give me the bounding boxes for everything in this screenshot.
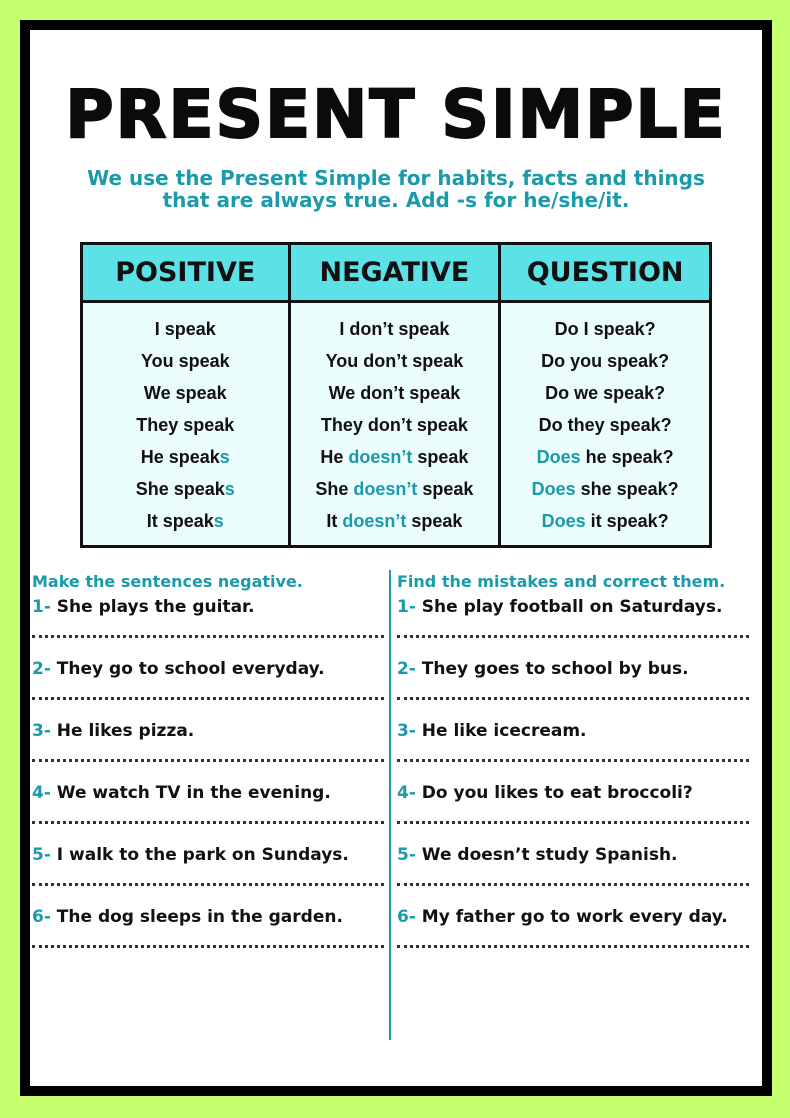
highlighted-ending: doesn’t [342, 511, 407, 531]
answer-line[interactable] [32, 759, 384, 762]
item-text: They go to school everyday. [50, 659, 325, 679]
positive-form [83, 345, 288, 377]
worksheet-border [20, 20, 772, 1096]
highlighted-ending: Does [531, 479, 576, 499]
highlighted-ending: s [213, 511, 224, 531]
item-number: 1- [397, 597, 416, 617]
exercise-sentence [397, 656, 749, 682]
form-text: Do I speak? [554, 319, 656, 339]
item-number: 6- [397, 907, 416, 927]
highlighted-ending: doesn’t [353, 479, 418, 499]
form-text: I don’t speak [339, 319, 450, 339]
column-divider [389, 570, 391, 1040]
form-text: We don’t speak [328, 383, 461, 403]
positive-form [83, 313, 288, 345]
form-text: We speak [143, 383, 227, 403]
exercise-sentence [397, 594, 749, 620]
exercise-item [32, 904, 384, 966]
question-form [501, 409, 709, 441]
answer-line[interactable] [397, 635, 749, 638]
item-text: They goes to school by bus. [415, 659, 689, 679]
exercise-sentence [32, 904, 384, 930]
exercise-item [32, 780, 384, 842]
question-column [500, 302, 711, 547]
exercise-sentence [397, 780, 749, 806]
exercise-item [397, 594, 749, 656]
negative-form [291, 473, 499, 505]
exercise-sentence [397, 842, 749, 868]
page-title: PRESENT SIMPLE [65, 76, 727, 153]
positive-form [83, 409, 288, 441]
highlighted-ending: doesn’t [348, 447, 413, 467]
answer-line[interactable] [397, 821, 749, 824]
form-text: Do you speak? [541, 351, 670, 371]
form-text: she speak? [575, 479, 679, 499]
answer-line[interactable] [397, 697, 749, 700]
highlighted-ending: Does [541, 511, 586, 531]
form-text: They speak [136, 415, 235, 435]
intro-text [30, 167, 762, 211]
exercise-sentence [32, 594, 384, 620]
form-text: They don’t speak [320, 415, 468, 435]
exercise-item [32, 594, 384, 656]
negative-form [291, 345, 499, 377]
question-form [501, 473, 709, 505]
item-text: We watch TV in the evening. [50, 783, 331, 803]
answer-line[interactable] [397, 945, 749, 948]
item-text: The dog sleeps in the garden. [50, 907, 343, 927]
form-text: It speak [146, 511, 214, 531]
header-negative: NEGATIVE [289, 244, 500, 302]
answer-line[interactable] [32, 697, 384, 700]
exercise-list [32, 594, 384, 966]
question-form [501, 377, 709, 409]
item-number: 2- [397, 659, 416, 679]
form-text: speak [406, 511, 463, 531]
exercise-list [397, 594, 749, 966]
item-number: 5- [397, 845, 416, 865]
item-number: 4- [397, 783, 416, 803]
negative-form [291, 505, 499, 537]
negative-form [291, 377, 499, 409]
question-form [501, 313, 709, 345]
form-text: speak [412, 447, 469, 467]
header-positive: POSITIVE [82, 244, 290, 302]
exercise-sentence [32, 842, 384, 868]
item-text: She play football on Saturdays. [415, 597, 723, 617]
answer-line[interactable] [32, 821, 384, 824]
positive-form [83, 377, 288, 409]
question-form [501, 345, 709, 377]
exercise-sentence [32, 656, 384, 682]
exercise-sentence [32, 718, 384, 744]
form-text: Do we speak? [545, 383, 666, 403]
negative-form [291, 313, 499, 345]
negative-form [291, 441, 499, 473]
form-text: He speak [140, 447, 220, 467]
answer-line[interactable] [397, 759, 749, 762]
table-body-row [82, 302, 711, 547]
highlighted-ending: s [224, 479, 235, 499]
answer-line[interactable] [32, 635, 384, 638]
exercise-item [397, 842, 749, 904]
answer-line[interactable] [32, 883, 384, 886]
form-text: She speak [135, 479, 225, 499]
form-text: Do they speak? [538, 415, 672, 435]
item-text: She plays the guitar. [50, 597, 255, 617]
question-form [501, 505, 709, 537]
exercise-item [32, 718, 384, 780]
form-text: It [326, 511, 343, 531]
item-number: 2- [32, 659, 51, 679]
exercise-item [397, 780, 749, 842]
intro-line-1: We use the Present Simple for habits, facts and things [87, 166, 705, 190]
item-text: I walk to the park on Sundays. [50, 845, 349, 865]
exercise-sentence [397, 904, 749, 930]
form-text: he speak? [580, 447, 674, 467]
exercise-negative [32, 570, 384, 966]
item-text: My father go to work every day. [415, 907, 728, 927]
item-number: 1- [32, 597, 51, 617]
item-number: 6- [32, 907, 51, 927]
form-text: You don’t speak [325, 351, 464, 371]
table-header-row [82, 244, 711, 302]
exercise-sentence [397, 718, 749, 744]
item-number: 5- [32, 845, 51, 865]
answer-line[interactable] [397, 883, 749, 886]
worksheet-page [30, 30, 762, 1086]
highlighted-ending: s [219, 447, 230, 467]
item-number: 3- [397, 721, 416, 741]
exercise-heading: Make the sentences negative. [32, 572, 303, 591]
positive-form [83, 441, 288, 473]
exercise-item [397, 904, 749, 966]
intro-line-2: that are always true. Add -s for he/she/it. [162, 188, 630, 212]
highlighted-ending: Does [536, 447, 581, 467]
exercise-item [32, 842, 384, 904]
form-text: I speak [154, 319, 216, 339]
exercise-heading: Find the mistakes and correct them. [397, 572, 726, 591]
header-question: QUESTION [500, 244, 711, 302]
exercise-sentence [32, 780, 384, 806]
positive-column [82, 302, 290, 547]
conjugation-table [80, 242, 712, 548]
item-number: 3- [32, 721, 51, 741]
exercise-item [32, 656, 384, 718]
item-text: Do you likes to eat broccoli? [415, 783, 693, 803]
item-text: We doesn’t study Spanish. [415, 845, 678, 865]
exercise-mistakes [397, 570, 749, 966]
positive-form [83, 473, 288, 505]
question-form [501, 441, 709, 473]
form-text: He [320, 447, 349, 467]
negative-column [289, 302, 500, 547]
form-text: You speak [140, 351, 230, 371]
positive-form [83, 505, 288, 537]
answer-line[interactable] [32, 945, 384, 948]
item-text: He likes pizza. [50, 721, 195, 741]
negative-form [291, 409, 499, 441]
form-text: it speak? [585, 511, 669, 531]
item-text: He like icecream. [415, 721, 587, 741]
item-number: 4- [32, 783, 51, 803]
form-text: She [315, 479, 354, 499]
exercise-item [397, 656, 749, 718]
exercise-item [397, 718, 749, 780]
form-text: speak [417, 479, 474, 499]
